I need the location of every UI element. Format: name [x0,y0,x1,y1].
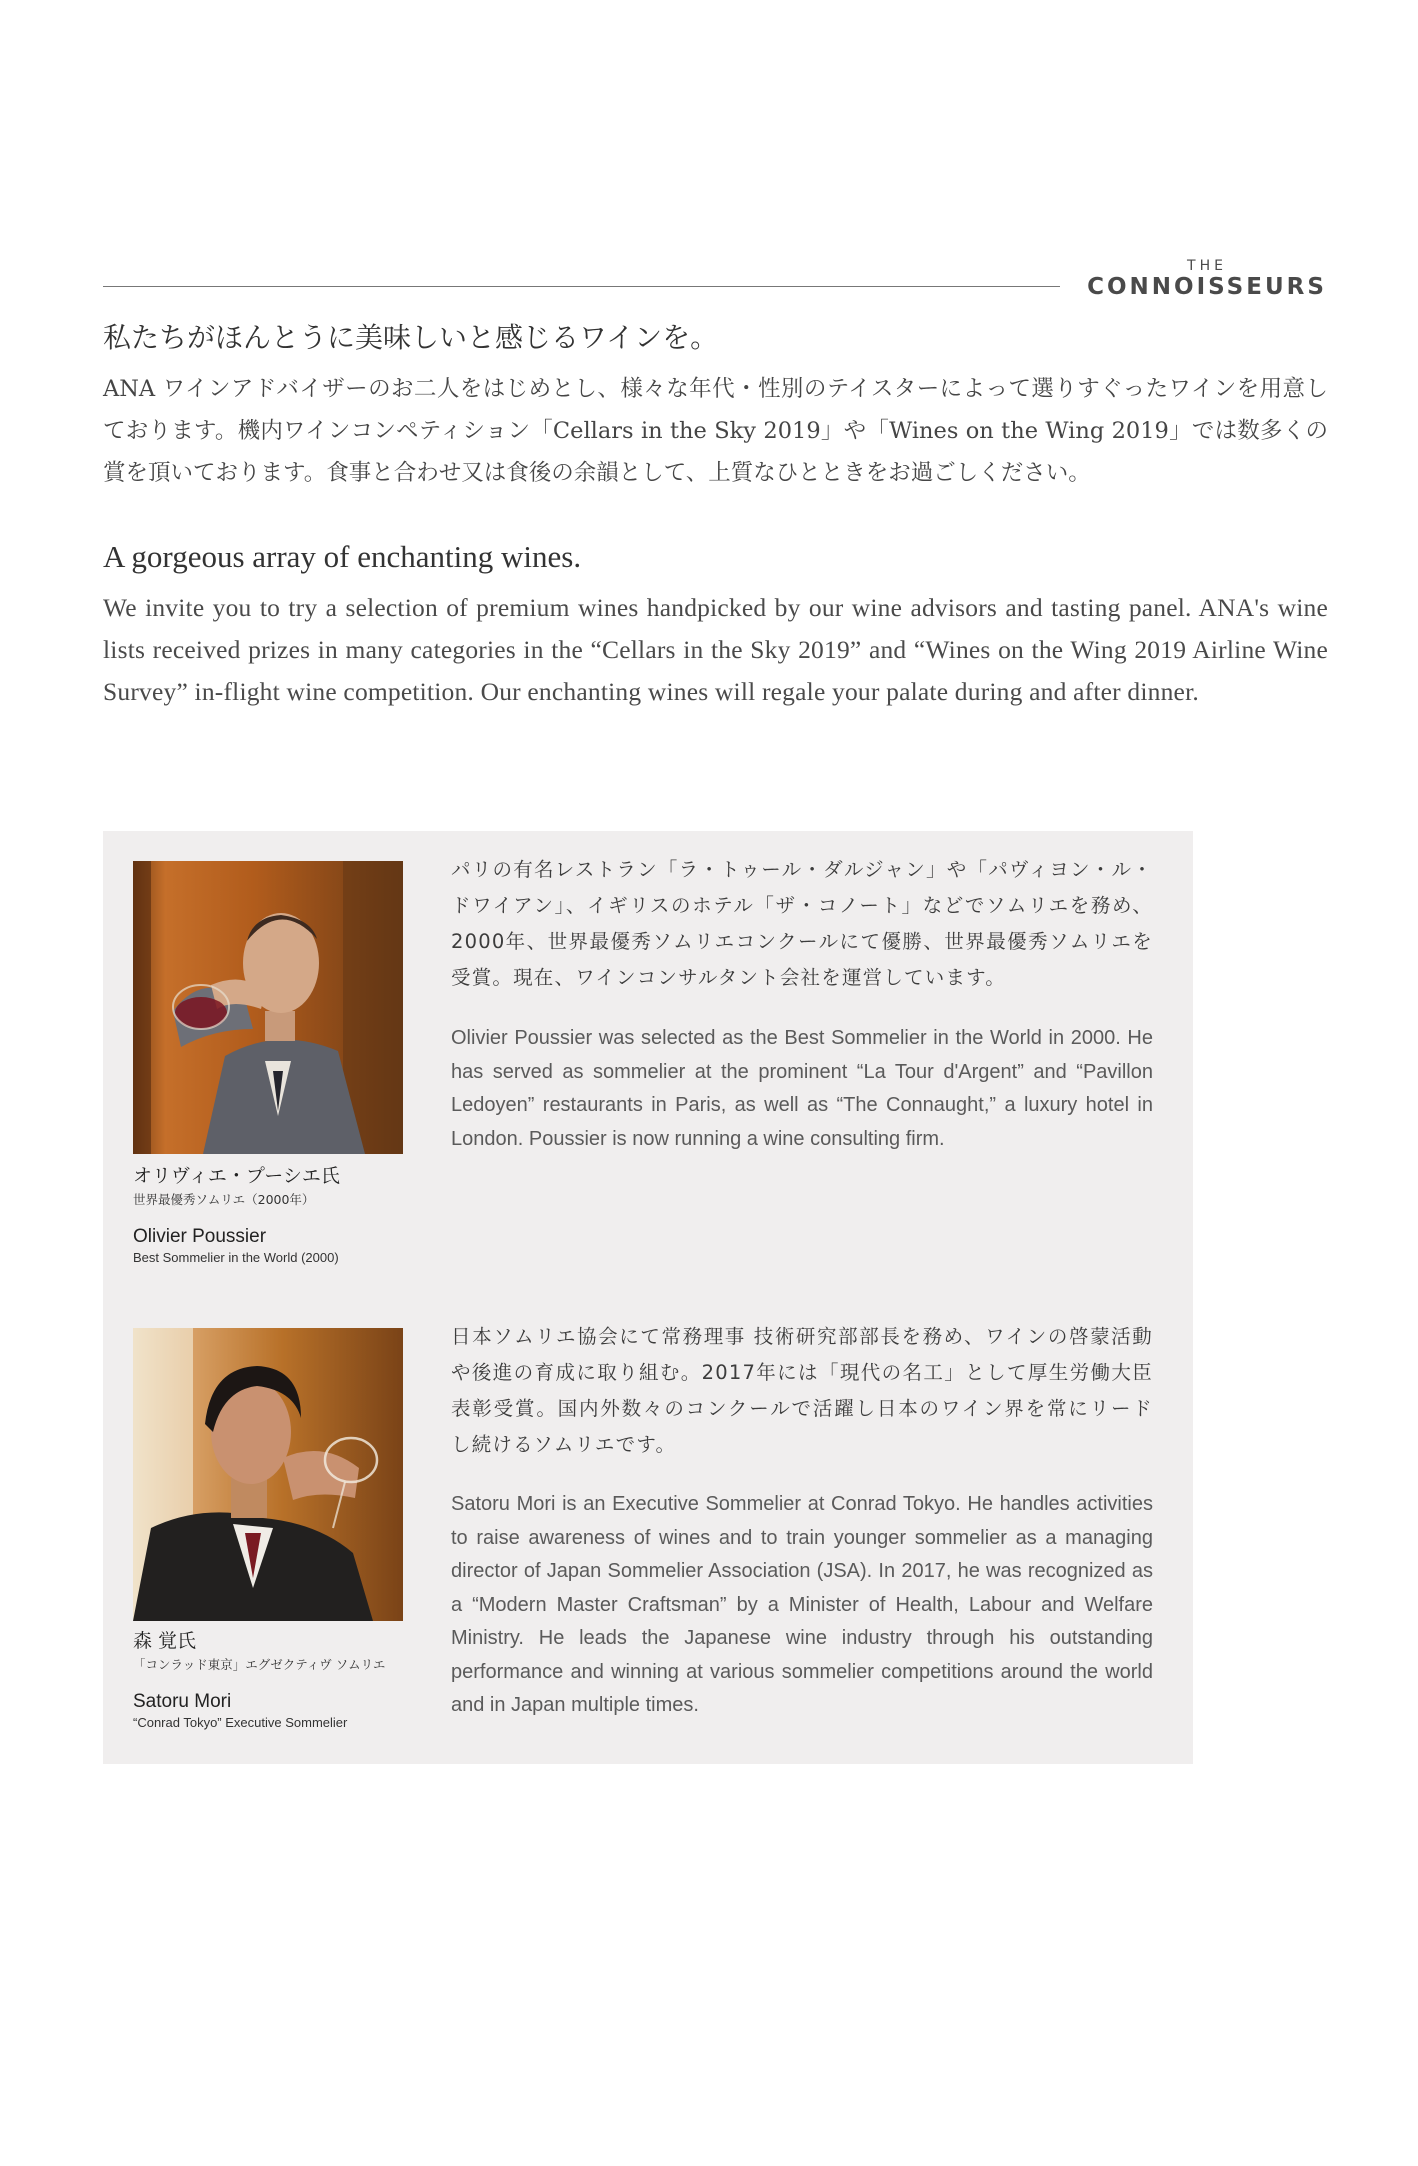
intro-heading-en: A gorgeous array of enchanting wines. [103,539,582,574]
sommelier-title-en: “Conrad Tokyo” Executive Sommelier [133,1715,348,1730]
sommelier-name-en: Satoru Mori [133,1691,232,1712]
sommelier-bio-jp: 日本ソムリエ協会にて常務理事 技術研究部部長を務め、ワインの啓蒙活動や後進の育成に取り組む。2017年には「現代の名工」として厚生労働大臣表彰受賞。国内外数々のコンクールで活躍し日本のワイン界を常にリードし続けるソムリエです。 [451,1325,1153,1456]
sommelier-photo-mori [133,1328,403,1621]
sommelier-name-en: Olivier Poussier [133,1226,267,1247]
brand-name: CONNOISSEURS [1087,274,1327,300]
sommelier-bio-en: Satoru Mori is an Executive Sommelier at Conrad Tokyo. He handles activities to raise awareness of wines and to train younger sommelier as a managing director of Japan Sommelier Association (JSA). In 2017, he was recognized as a “Modern Master Craftsman” by a Minister of Health, Labour and Welfare Ministry. He leads the Japanese wine industry through his outstanding performance and winning at various sommelier competitions around the world and in Japan multiple times. [451,1493,1153,1716]
sommelier-name-jp: オリヴィエ・プーシエ氏 [133,1165,340,1187]
intro-body-jp: ANA ワインアドバイザーのお二人をはじめとし、様々な年代・性別のテイスターによって選りすぐったワインを用意しております。機内ワインコンペティション「Cellars in the Sky 2019」や「Wines on the Wing 2019」では数多くの賞を頂いております。食事と合わせ又は食後の余韻として、上質なひとときをお過ごしください。 [103,376,1328,486]
sommelier-name-jp: 森 覚氏 [133,1630,197,1652]
sommelier-title-jp: 世界最優秀ソムリエ（2000年） [133,1192,315,1207]
sommelier-bio-jp: パリの有名レストラン「ラ・トゥール・ダルジャン」や「パヴィヨン・ル・ドワイアン」、イギリスのホテル「ザ・コノート」などでソムリエを務め、2000年、世界最優秀ソムリエコンクールにて優勝、世界最優秀ソムリエを受賞。現在、ワインコンサルタント会社を運営しています。 [451,858,1153,989]
brand-the: THE [1187,258,1227,274]
sommelier-bio-en: Olivier Poussier was selected as the Best Sommelier in the World in 2000. He has served as sommelier at the prominent “La Tour d'Argent” and “Pavillon Ledoyen” restaurants in Paris, as well as “The Connaught,” a luxury hotel in London. Poussier is now running a wine consulting firm. [451,1027,1153,1150]
intro-heading-jp: 私たちがほんとうに美味しいと感じるワインを。 [103,321,719,354]
intro-body-en: We invite you to try a selection of premium wines handpicked by our wine advisors and tasting panel. ANA's wine lists received prizes in many categories in the “Cellars in the Sky 2019” and “Wines on the Wing 2019 Airline Wine Survey” in-flight wine competition. Our enchanting wines will regale your palate during and after dinner. [103,593,1328,706]
brand-logo [1087,258,1327,300]
header-divider [103,286,1060,287]
sommelier-title-en: Best Sommelier in the World (2000) [133,1250,339,1265]
sommelier-title-jp: 「コンラッド東京」エグゼクティヴ ソムリエ [133,1657,386,1672]
sommelier-photo-poussier [133,861,403,1154]
